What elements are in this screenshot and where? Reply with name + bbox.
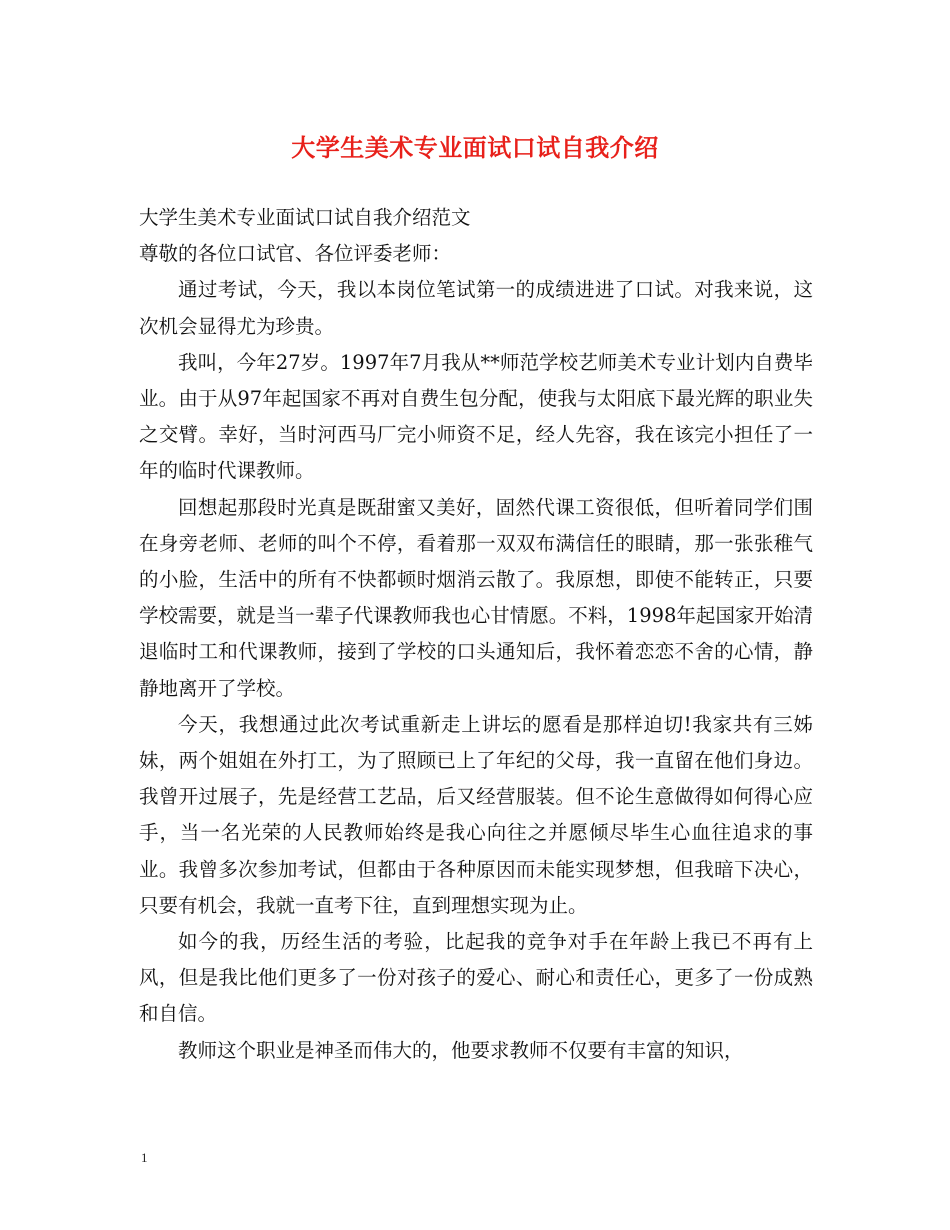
paragraph-3: 回想起那段时光真是既甜蜜又美好，固然代课工资很低，但听着同学们围在身旁老师、老师的叫个不停，看着那一双双布满信任的眼睛，那一张张稚气的小脸，生活中的所有不快都顿时烟消云散了。我原想，即使不能转正，只要学校需要，就是当一辈子代课教师我也心甘情愿。不料，1998年起国家开始清退临时工和代课教师，接到了学校的口头通知后，我怀着恋恋不舍的心情，静静地离开了学校。: [139, 495, 813, 700]
document-subtitle: 大学生美术专业面试口试自我介绍范文: [139, 206, 471, 229]
paragraph-5: 如今的我，历经生活的考验，比起我的竞争对手在年龄上我已不再有上风，但是我比他们更多了一份对孩子的爱心、耐心和责任心，更多了一份成熟和自信。: [139, 930, 813, 1026]
document-body: [139, 200, 813, 1069]
salutation: 尊敬的各位口试官、各位评委老师：: [139, 242, 452, 266]
paragraph-1: 通过考试，今天，我以本岗位笔试第一的成绩进进了口试。对我来说，这次机会显得尤为珍贵。: [139, 278, 813, 338]
page-title: 大学生美术专业面试口试自我介绍: [291, 133, 659, 162]
paragraph-6: 教师这个职业是神圣而伟大的，他要求教师不仅要有丰富的知识，: [178, 1038, 744, 1062]
paragraph-4: 今天，我想通过此次考试重新走上讲坛的愿看是那样迫切!我家共有三姊妹，两个姐姐在外打工，为了照顾已上了年纪的父母，我一直留在他们身边。我曾开过展子，先是经营工艺品，后又经营服装。但不论生意做得如何得心应手，当一名光荣的人民教师始终是我心向往之并愿倾尽毕生心血往追求的事业。我曾多次参加考试，但都由于各种原因而未能实现梦想，但我暗下决心，只要有机会，我就一直考下往，直到理想实现为止。: [139, 712, 813, 917]
page-number: 1: [141, 1150, 148, 1165]
paragraph-2: 我叫，今年27岁。1997年7月我从**师范学校艺师美术专业计划内自费毕业。由于从97年起国家不再对自费生包分配，使我与太阳底下最光辉的职业失之交臂。幸好，当时河西马厂完小师资不足，经人先容，我在该完小担任了一年的临时代课教师。: [139, 350, 813, 483]
